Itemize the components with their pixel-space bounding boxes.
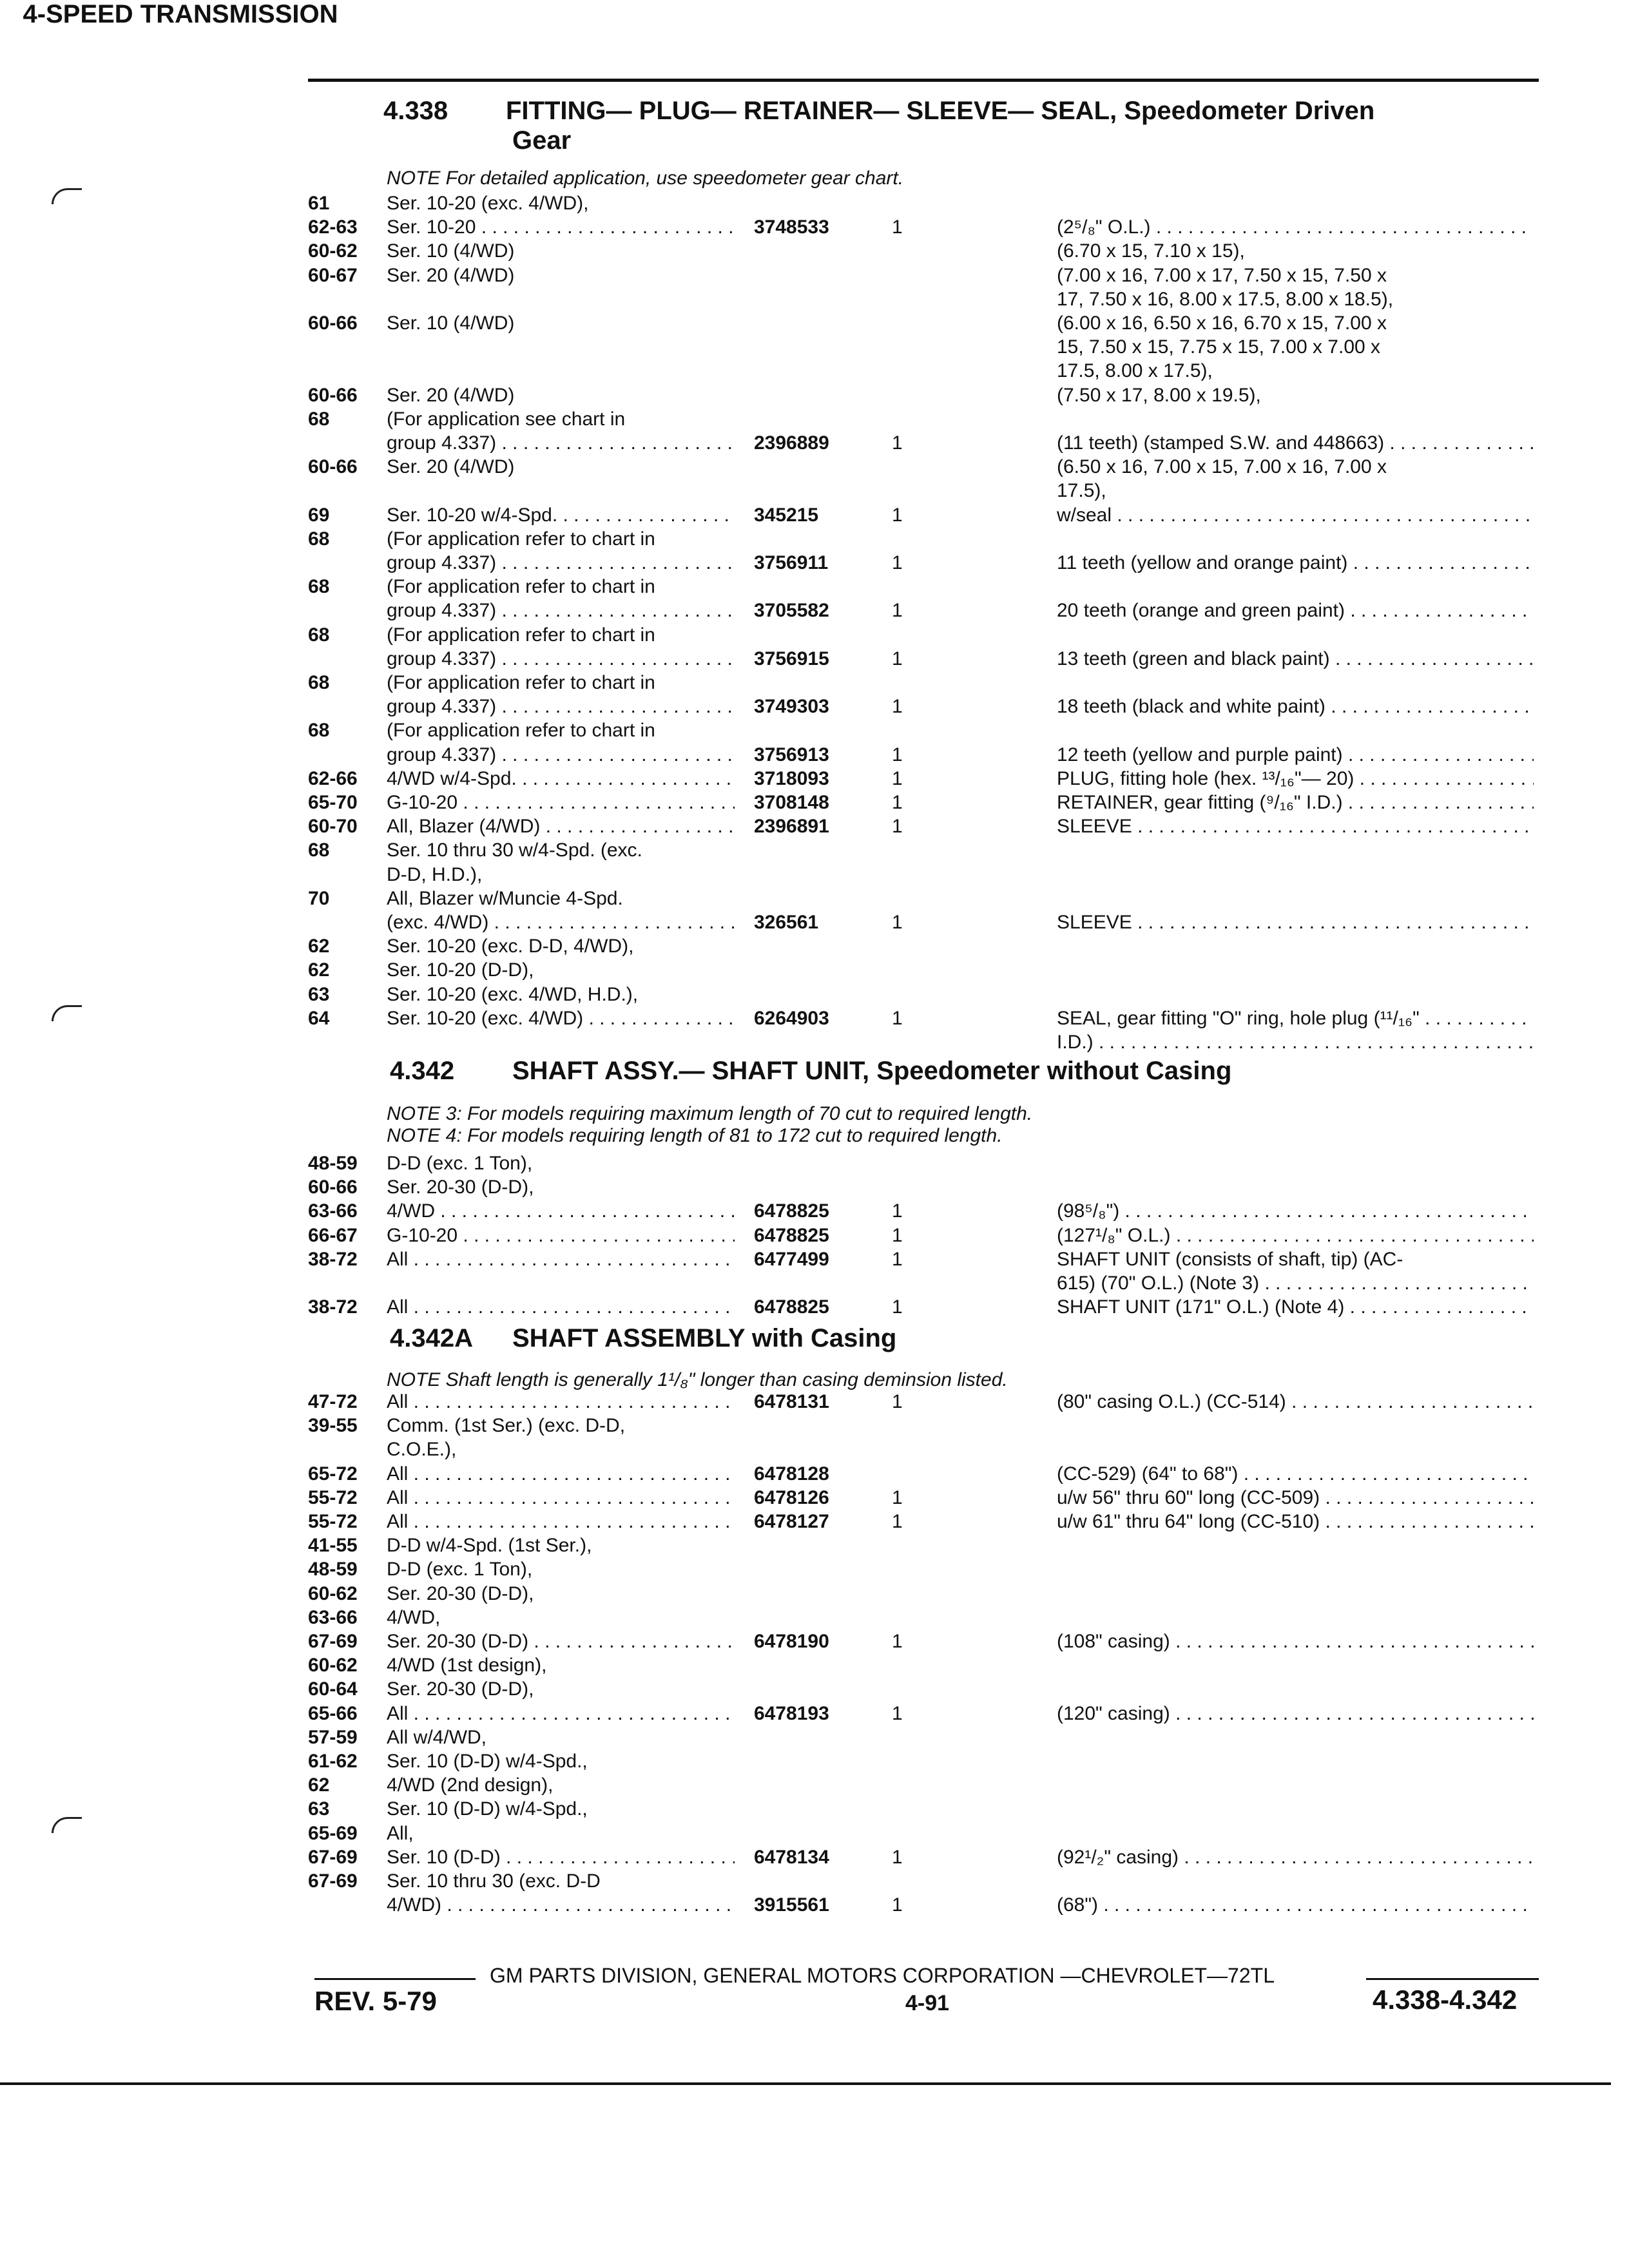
part-number: 6477499: [754, 1248, 829, 1270]
model-years: 63-66: [308, 1606, 358, 1628]
part-number: 6478131: [754, 1391, 829, 1412]
model-years: 62: [308, 936, 330, 957]
application: All, Blazer (4/WD) . . .: [387, 815, 735, 838]
part-number: 3705582: [754, 600, 829, 622]
section-title: SHAFT ASSY.— SHAFT UNIT, Speedometer without Casing: [512, 1057, 1232, 1085]
model-years: 62-66: [308, 767, 358, 789]
model-years: 60-62: [308, 1655, 358, 1677]
model-years: 55-72: [308, 1511, 358, 1532]
section-number: 4.338: [383, 97, 448, 125]
application: (For application refer to chart in: [387, 720, 655, 742]
quantity: 1: [892, 1248, 903, 1270]
quantity: 1: [892, 648, 903, 669]
model-years: 38-72: [308, 1296, 358, 1318]
part-number: 6478128: [754, 1463, 829, 1485]
model-years: 62: [308, 959, 330, 981]
description: (68") . . .: [1057, 1894, 1534, 1916]
application: Ser. 20 (4/WD): [387, 456, 515, 478]
section-note: NOTE 4: For models requiring length of 81 to 172 cut to required length.: [387, 1125, 1003, 1146]
section-note: NOTE Shaft length is generally 1¹/₈" longer than casing deminsion listed.: [387, 1369, 1008, 1390]
description: 17.5),: [1057, 480, 1106, 502]
model-years: 70: [308, 887, 330, 909]
description: (6.50 x 16, 7.00 x 15, 7.00 x 16, 7.00 x: [1057, 456, 1387, 478]
description: 17.5, 8.00 x 17.5),: [1057, 360, 1213, 382]
application: Comm. (1st Ser.) (exc. D-D,: [387, 1415, 626, 1437]
description: 13 teeth (green and black paint) . . .: [1057, 648, 1534, 670]
model-years: 60-67: [308, 264, 358, 286]
description: SHAFT UNIT (171" O.L.) (Note 4) . . .: [1057, 1296, 1534, 1318]
bottom-rule: [0, 2082, 1611, 2085]
model-years: 60-64: [308, 1678, 358, 1700]
footer-publisher: GM PARTS DIVISION, GENERAL MOTORS CORPORATION —CHEVROLET—72TL: [490, 1964, 1275, 1987]
part-number: 6264903: [754, 1007, 829, 1029]
binder-mark-1: [52, 188, 82, 204]
application: All . . .: [387, 1390, 735, 1413]
quantity: 1: [892, 816, 903, 838]
part-number: 3756911: [754, 552, 829, 573]
model-years: 39-55: [308, 1415, 358, 1437]
application: (exc. 4/WD) . . .: [387, 911, 735, 934]
description: (92¹/₂" casing) . . .: [1057, 1846, 1534, 1869]
part-number: 3748533: [754, 216, 829, 238]
quantity: 1: [892, 744, 903, 765]
application: Ser. 10-20 (exc. D-D, 4/WD),: [387, 936, 634, 957]
application: Ser. 20-30 (D-D) . . .: [387, 1630, 735, 1653]
model-years: 48-59: [308, 1153, 358, 1174]
section-note: NOTE For detailed application, use speedometer gear chart.: [387, 168, 904, 189]
model-years: 60-62: [308, 240, 358, 262]
model-years: 60-62: [308, 1582, 358, 1604]
description: (7.00 x 16, 7.00 x 17, 7.50 x 15, 7.50 x: [1057, 264, 1387, 286]
section-title: SHAFT ASSEMBLY with Casing: [512, 1324, 897, 1352]
model-years: 64: [308, 1007, 330, 1029]
model-years: 60-66: [308, 456, 358, 478]
model-years: 66-67: [308, 1224, 358, 1246]
description: (CC-529) (64" to 68") . . .: [1057, 1463, 1534, 1485]
description: (108" casing) . . .: [1057, 1630, 1534, 1653]
application: All . . .: [387, 1510, 735, 1533]
description: 615) (70" O.L.) (Note 3) . . .: [1057, 1272, 1534, 1294]
part-number: 6478126: [754, 1486, 829, 1508]
application: (For application refer to chart in: [387, 528, 655, 550]
application: Ser. 10 (4/WD): [387, 312, 515, 334]
application: Ser. 10 thru 30 w/4-Spd. (exc.: [387, 840, 642, 861]
part-number: 6478825: [754, 1200, 829, 1222]
application: All . . .: [387, 1248, 735, 1271]
description: (7.50 x 17, 8.00 x 19.5),: [1057, 384, 1261, 406]
application: group 4.337) . . .: [387, 599, 735, 622]
quantity: 1: [892, 504, 903, 526]
application: Ser. 20-30 (D-D),: [387, 1177, 534, 1198]
application: group 4.337) . . .: [387, 744, 735, 766]
quantity: 1: [892, 216, 903, 238]
description: w/seal . . .: [1057, 504, 1534, 526]
description: I.D.) . . .: [1057, 1031, 1534, 1053]
part-number: 345215: [754, 504, 819, 526]
description: u/w 56" thru 60" long (CC-509) . . .: [1057, 1486, 1534, 1509]
quantity: 1: [892, 1631, 903, 1652]
description: 12 teeth (yellow and purple paint) . . .: [1057, 744, 1534, 766]
application: 4/WD (1st design),: [387, 1655, 547, 1677]
footer-revision: REV. 5-79: [314, 1986, 437, 2016]
model-years: 48-59: [308, 1559, 358, 1581]
application: Ser. 10 (D-D) w/4-Spd.,: [387, 1798, 588, 1820]
part-number: 6478190: [754, 1631, 829, 1652]
application: (For application refer to chart in: [387, 576, 655, 598]
quantity: 1: [892, 1296, 903, 1318]
part-number: 3756915: [754, 648, 829, 669]
model-years: 60-70: [308, 816, 358, 838]
description: SEAL, gear fitting "O" ring, hole plug (¹¹/₁₆" . . .: [1057, 1007, 1534, 1030]
model-years: 62-63: [308, 216, 358, 238]
footer-rule-right: [1366, 1978, 1539, 1980]
application: All,: [387, 1822, 414, 1844]
model-years: 41-55: [308, 1535, 358, 1557]
part-number: 3756913: [754, 744, 829, 765]
application: Ser. 20 (4/WD): [387, 264, 515, 286]
description: (127¹/₈" O.L.) . . .: [1057, 1224, 1534, 1247]
application: Ser. 10-20 w/4-Spd. . . .: [387, 504, 735, 526]
footer-page-number: 4-91: [905, 1991, 950, 2015]
part-number: 2396889: [754, 432, 829, 454]
page-title: 4-SPEED TRANSMISSION: [23, 0, 338, 28]
description: (6.70 x 15, 7.10 x 15),: [1057, 240, 1245, 262]
application: Ser. 10-20 (exc. 4/WD),: [387, 193, 589, 214]
model-years: 57-59: [308, 1726, 358, 1748]
description: 15, 7.50 x 15, 7.75 x 15, 7.00 x 7.00 x: [1057, 336, 1381, 358]
description: 20 teeth (orange and green paint) . . .: [1057, 599, 1534, 622]
description: (11 teeth) (stamped S.W. and 448663) . . .: [1057, 432, 1534, 454]
section-heading: [390, 1324, 896, 1353]
model-years: 47-72: [308, 1391, 358, 1412]
application: G-10-20 . . .: [387, 1224, 735, 1247]
section-title-continued: Gear: [512, 126, 572, 155]
application: D-D (exc. 1 Ton),: [387, 1559, 533, 1581]
model-years: 67-69: [308, 1846, 358, 1868]
model-years: 60-66: [308, 384, 358, 406]
quantity: 1: [892, 432, 903, 454]
application: Ser. 10 (4/WD): [387, 240, 515, 262]
model-years: 65-66: [308, 1702, 358, 1724]
description: 17, 7.50 x 16, 8.00 x 17.5, 8.00 x 18.5),: [1057, 288, 1394, 310]
quantity: 1: [892, 1200, 903, 1222]
quantity: 1: [892, 792, 903, 813]
application: 4/WD (2nd design),: [387, 1774, 554, 1796]
application: Ser. 10-20 . . .: [387, 216, 735, 238]
footer-rule-left: [314, 1978, 476, 1980]
model-years: 63: [308, 983, 330, 1005]
quantity: 1: [892, 912, 903, 933]
section-heading: [383, 97, 1374, 126]
quantity: 1: [892, 600, 903, 622]
model-years: 60-66: [308, 312, 358, 334]
application: group 4.337) . . .: [387, 552, 735, 574]
description: (6.00 x 16, 6.50 x 16, 6.70 x 15, 7.00 x: [1057, 312, 1387, 334]
model-years: 68: [308, 840, 330, 861]
description: PLUG, fitting hole (hex. ¹³/₁₆"— 20) . . .: [1057, 767, 1534, 790]
part-number: 6478127: [754, 1511, 829, 1532]
quantity: 1: [892, 767, 903, 789]
application: All . . .: [387, 1486, 735, 1509]
model-years: 68: [308, 408, 330, 430]
application: 4/WD . . .: [387, 1200, 735, 1222]
description: SLEEVE . . .: [1057, 815, 1534, 838]
model-years: 68: [308, 720, 330, 742]
application: D-D w/4-Spd. (1st Ser.),: [387, 1535, 592, 1557]
application: Ser. 20 (4/WD): [387, 384, 515, 406]
application: 4/WD,: [387, 1606, 441, 1628]
section-number: 4.342A: [390, 1324, 473, 1352]
model-years: 67-69: [308, 1631, 358, 1652]
application: Ser. 10 (D-D) w/4-Spd.,: [387, 1751, 588, 1772]
section-number: 4.342: [390, 1057, 455, 1085]
description: 18 teeth (black and white paint) . . .: [1057, 695, 1534, 718]
section-title: FITTING— PLUG— RETAINER— SLEEVE— SEAL, Speedometer Driven: [506, 97, 1375, 125]
quantity: 1: [892, 696, 903, 718]
description: (80" casing O.L.) (CC-514) . . .: [1057, 1390, 1534, 1413]
application: D-D, H.D.),: [387, 863, 483, 885]
model-years: 68: [308, 672, 330, 693]
model-years: 65-72: [308, 1463, 358, 1485]
application: All w/4/WD,: [387, 1726, 487, 1748]
application: (For application refer to chart in: [387, 624, 655, 646]
quantity: 1: [892, 1486, 903, 1508]
application: Ser. 20-30 (D-D),: [387, 1678, 534, 1700]
application: Ser. 10 (D-D) . . .: [387, 1846, 735, 1869]
application: group 4.337) . . .: [387, 432, 735, 454]
model-years: 65-70: [308, 792, 358, 813]
model-years: 55-72: [308, 1486, 358, 1508]
application: group 4.337) . . .: [387, 695, 735, 718]
application: 4/WD) . . .: [387, 1894, 735, 1916]
description: SLEEVE . . .: [1057, 911, 1534, 934]
quantity: 1: [892, 1846, 903, 1868]
part-number: 6478134: [754, 1846, 829, 1868]
footer-range: 4.338-4.342: [1373, 1984, 1518, 2015]
description: 11 teeth (yellow and orange paint) . . .: [1057, 552, 1534, 574]
model-years: 68: [308, 576, 330, 598]
description: (120" casing) . . .: [1057, 1702, 1534, 1725]
part-number: 6478193: [754, 1702, 829, 1724]
model-years: 68: [308, 528, 330, 550]
part-number: 3708148: [754, 792, 829, 813]
description: u/w 61" thru 64" long (CC-510) . . .: [1057, 1510, 1534, 1533]
application: 4/WD w/4-Spd. . . .: [387, 767, 735, 790]
application: (For application refer to chart in: [387, 672, 655, 693]
part-number: 2396891: [754, 816, 829, 838]
quantity: 1: [892, 1224, 903, 1246]
application: All, Blazer w/Muncie 4-Spd.: [387, 887, 623, 909]
model-years: 38-72: [308, 1248, 358, 1270]
application: (For application see chart in: [387, 408, 626, 430]
application: C.O.E.),: [387, 1439, 457, 1461]
part-number: 3749303: [754, 696, 829, 718]
application: All . . .: [387, 1463, 735, 1485]
quantity: 1: [892, 1511, 903, 1532]
model-years: 69: [308, 504, 330, 526]
application: Ser. 10-20 (exc. 4/WD, H.D.),: [387, 983, 639, 1005]
binder-mark-3: [52, 1817, 82, 1833]
description: (98⁵/₈") . . .: [1057, 1200, 1534, 1222]
application: All . . .: [387, 1702, 735, 1725]
model-years: 65-69: [308, 1822, 358, 1844]
application: group 4.337) . . .: [387, 648, 735, 670]
section-heading: [390, 1057, 1231, 1086]
section-note: NOTE 3: For models requiring maximum length of 70 cut to required length.: [387, 1103, 1033, 1124]
model-years: 62: [308, 1774, 330, 1796]
model-years: 61: [308, 193, 330, 214]
application: Ser. 10-20 (exc. 4/WD) . . .: [387, 1007, 735, 1030]
part-number: 6478825: [754, 1224, 829, 1246]
model-years: 60-66: [308, 1177, 358, 1198]
application: D-D (exc. 1 Ton),: [387, 1153, 533, 1174]
quantity: 1: [892, 1007, 903, 1029]
part-number: 326561: [754, 912, 819, 933]
application: G-10-20 . . .: [387, 791, 735, 814]
application: All . . .: [387, 1296, 735, 1318]
model-years: 68: [308, 624, 330, 646]
quantity: 1: [892, 1894, 903, 1916]
description: SHAFT UNIT (consists of shaft, tip) (AC-: [1057, 1248, 1403, 1270]
description: RETAINER, gear fitting (⁹/₁₆" I.D.) . . .: [1057, 791, 1534, 814]
part-number: 3718093: [754, 767, 829, 789]
binder-mark-2: [52, 1005, 82, 1021]
part-number: 6478825: [754, 1296, 829, 1318]
application: Ser. 20-30 (D-D),: [387, 1582, 534, 1604]
description: (2⁵/₈" O.L.) . . .: [1057, 216, 1534, 238]
model-years: 67-69: [308, 1870, 358, 1892]
quantity: 1: [892, 1702, 903, 1724]
quantity: 1: [892, 1391, 903, 1412]
part-number: 3915561: [754, 1894, 829, 1916]
model-years: 63: [308, 1798, 330, 1820]
title-rule: [308, 79, 1539, 82]
application: Ser. 10-20 (D-D),: [387, 959, 534, 981]
application: Ser. 10 thru 30 (exc. D-D: [387, 1870, 601, 1892]
quantity: 1: [892, 552, 903, 573]
model-years: 61-62: [308, 1751, 358, 1772]
model-years: 63-66: [308, 1200, 358, 1222]
